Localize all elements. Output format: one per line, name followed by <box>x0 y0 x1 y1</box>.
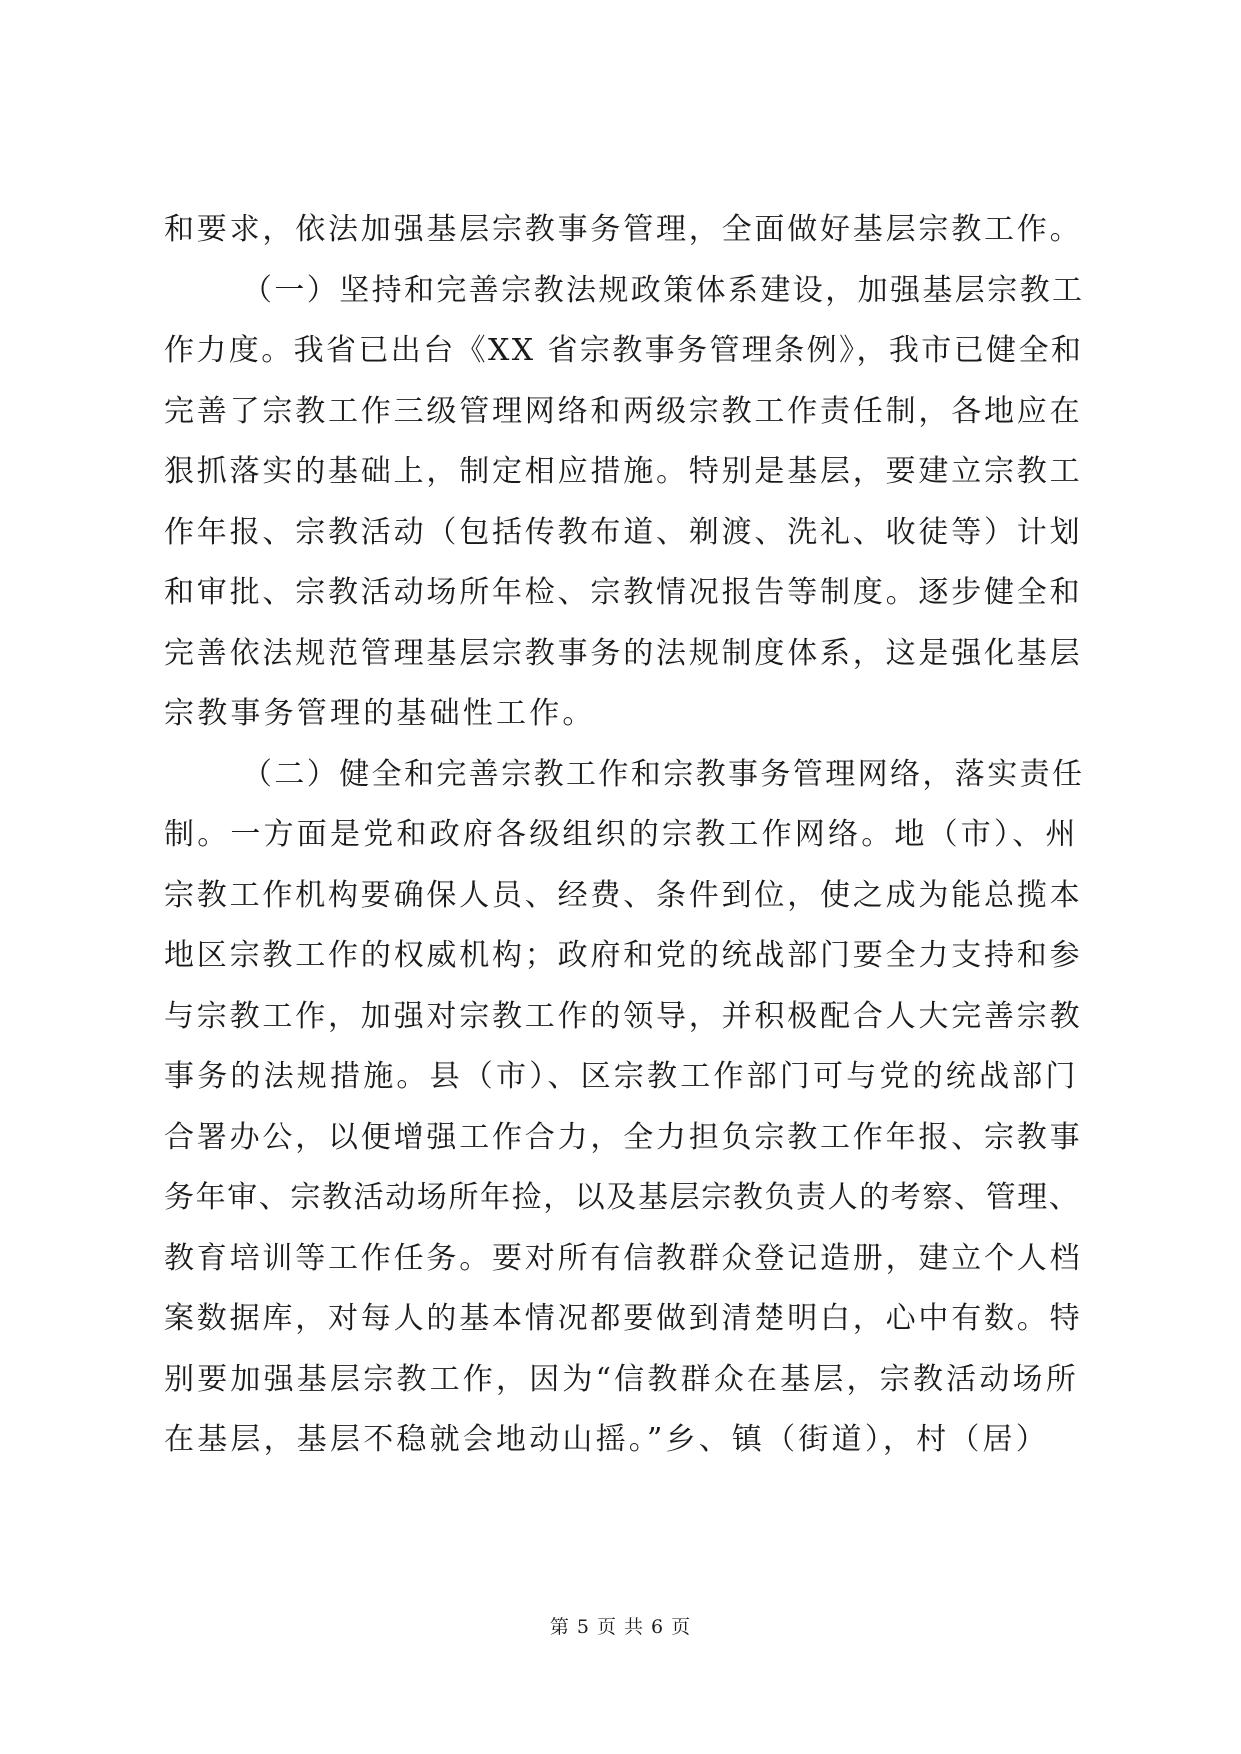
text-line: 与宗教工作，加强对宗教工作的领导，并积极配合人大完善宗教 <box>164 998 1083 1034</box>
paragraph-heading-line: （二）健全和完善宗教工作和宗教事务管理网络，落实责任 <box>242 756 1085 792</box>
text-line: 地区宗教工作的权威机构；政府和党的统战部门要全力支持和参 <box>164 938 1083 973</box>
text-line: 作年报、宗教活动（包括传教布道、剃渡、洗礼、收徒等）计划 <box>164 514 1083 550</box>
text-line: 教育培训等工作任务。要对所有信教群众登记造册，建立个人档 <box>164 1240 1083 1276</box>
text-line: 在基层，基层不稳就会地动山摇。”乡、镇（街道），村（居） <box>164 1422 1049 1457</box>
text-line: 务年审、宗教活动场所年捡，以及基层宗教负责人的考察、管理、 <box>164 1180 1081 1215</box>
document-body <box>164 200 1084 1471</box>
text-line: 狠抓落实的基础上，制定相应措施。特别是基层，要建立宗教工 <box>164 454 1083 489</box>
text-line: 宗教工作机构要确保人员、经费、条件到位，使之成为能总揽本 <box>164 877 1083 913</box>
text-line: 作力度。我省已出台《XX 省宗教事务管理条例》，我市已健全和 <box>164 333 1084 368</box>
text-line: 和审批、宗教活动场所年检、宗教情况报告等制度。逐步健全和 <box>164 575 1083 610</box>
text-line: 宗教事务管理的基础性工作。 <box>164 696 596 731</box>
text-line: 案数据库，对每人的基本情况都要做到清楚明白，心中有数。特 <box>164 1301 1083 1336</box>
text-line: 完善了宗教工作三级管理网络和两级宗教工作责任制，各地应在 <box>164 393 1083 429</box>
text-line: 合署办公，以便增强工作合力，全力担负宗教工作年报、宗教事 <box>164 1119 1083 1155</box>
text-line: 制。一方面是党和政府各级组织的宗教工作网络。地（市）、州 <box>164 817 1079 852</box>
page-number-footer: 第 5 页 共 6 页 <box>549 1616 692 1638</box>
text-line: 完善依法规范管理基层宗教事务的法规制度体系，这是强化基层 <box>164 635 1083 671</box>
text-line: 事务的法规措施。县（市）、区宗教工作部门可与党的统战部门 <box>164 1059 1079 1094</box>
text-line: 别要加强基层宗教工作，因为“信教群众在基层，宗教活动场所 <box>164 1361 1079 1397</box>
text-line: 和要求，依法加强基层宗教事务管理，全面做好基层宗教工作。 <box>164 212 1083 247</box>
paragraph-heading-line: （一）坚持和完善宗教法规政策体系建设，加强基层宗教工 <box>242 272 1085 308</box>
